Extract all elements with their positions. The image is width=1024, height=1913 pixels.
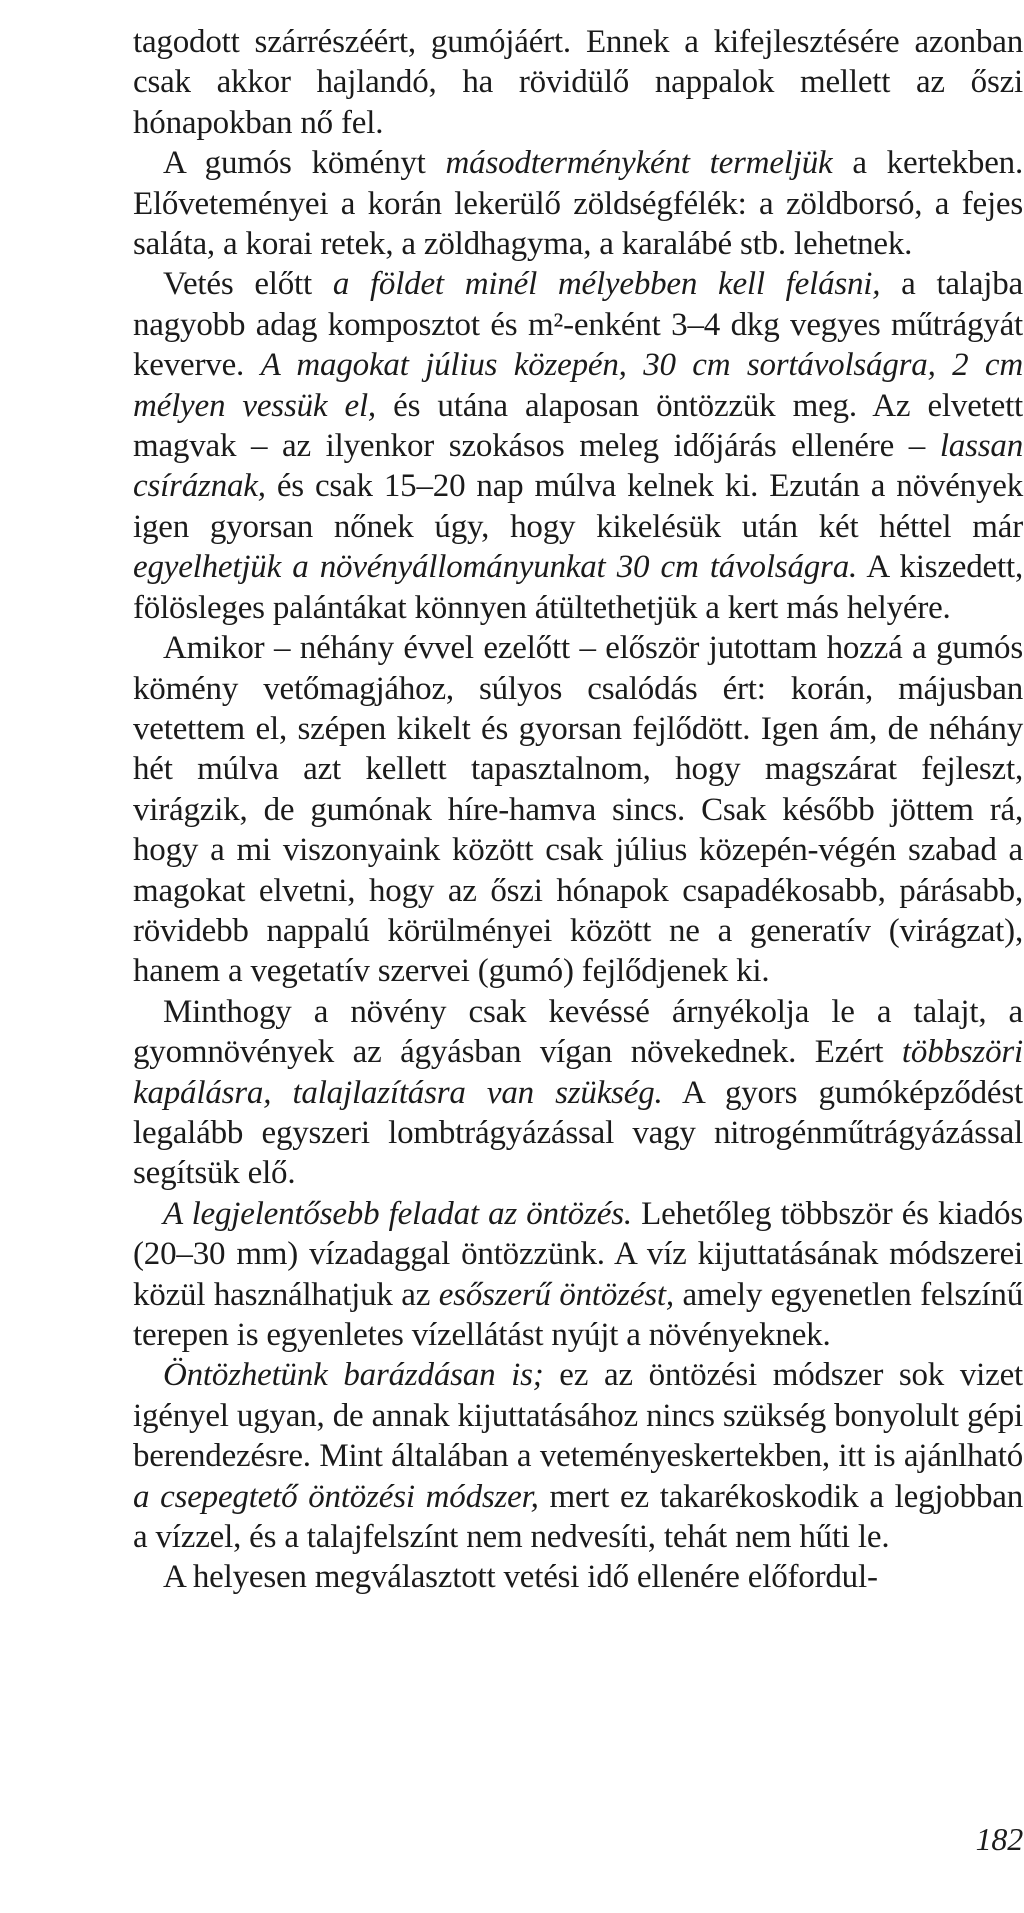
text-run: tagodott szárrészéért, gumójáért. Ennek a kifejlesztésére azonban csak akkor hajlandó, ha rövidülő nappalok mellett az őszi hónapokban nő fel. [133,24,1023,141]
text-run: Minthogy a növény csak kevéssé árnyékolja le a talajt, a gyomnövények az ágyásban vígan növekednek. Ezért [133,993,1023,1071]
paragraph [133,143,1023,264]
body-text [133,22,1023,1598]
text-run: mert ez takarékoskodik a legjobban a vízzel, és a talajfelszínt nem nedvesíti, tehát nem hűti le. [133,1478,1023,1556]
paragraph [133,264,1023,628]
text-run: Amikor – néhány évvel ezelőtt – először jutottam hozzá a gumós kömény vetőmagjához, súlyos csalódás ért: korán, májusban vetettem el, szépen kikelt és gyorsan fejlődött. Igen ám, de néhány hét múlva azt kellett tapasztalnom, hogy magszárat fejleszt, virágzik, de gumónak híre-hamva sincs. Csak később jöttem rá, hogy a mi viszonyaink között csak július közepén-végén szabad a magokat elvetni, hogy az őszi hónapok csapadékosabb, párásabb, rövidebb nappalú körülményei között ne a generatív (virágzat), hanem a vegetatív szervei (gumó) fejlődjenek ki. [133,630,1023,990]
text-run: és csak 15–20 nap múlva kelnek ki. Ezután a növények igen gyorsan nőnek úgy, hogy kikelésük után két héttel már [133,468,1023,545]
text-run: A kiszedett, fölösleges palántákat könnyen átültethetjük a kert más helyére. [133,549,1023,626]
text-run: amely egyenetlen felszínű terepen is egyenletes vízellátást nyújt a növényeknek. [133,1276,1023,1353]
book-page [133,22,1023,1902]
emphasized-text: A legjelentősebb feladat az öntözés. [163,1195,632,1232]
paragraph [133,628,1023,992]
paragraph [133,1194,1023,1356]
text-run: a kertekben. Előveteményei a korán lekerülő zöldségfélék: a zöldborsó, a fejes saláta, a korai retek, a zöldhagyma, a karalábé stb. lehetnek. [133,145,1023,263]
text-run: a talajba nagyobb adag komposztot és m²-enként 3–4 dkg vegyes műtrágyát keverve. [133,266,1023,384]
emphasized-text: másodterményként termeljük [445,145,833,182]
emphasized-text: lassan csíráznak, [133,428,1023,505]
text-run: A gumós köményt [163,145,446,182]
paragraph [133,992,1023,1194]
emphasized-text: Öntözhetünk barázdásan is; [163,1357,544,1394]
emphasized-text: többszöri kapálásra, talajlazításra van szükség. [133,1034,1023,1111]
page-number: 182 [975,1821,1023,1857]
emphasized-text: egyelhetjük a növényállományunkat 30 cm távolságra. [133,549,858,586]
emphasized-text: A magokat július közepén, 30 cm sortávolságra, 2 cm mélyen vessük el, [133,347,1023,424]
emphasized-text: a csepegtető öntözési módszer, [133,1478,539,1515]
paragraph [133,1355,1023,1557]
text-run: Lehetőleg többször és kiadós (20–30 mm) vízadaggal öntözzünk. A víz kijuttatásának módszerei közül használhatjuk az [133,1195,1023,1313]
text-run: ez az öntözési módszer sok vizet igényel ugyan, de annak kijuttatásához nincs szükség bonyolult gépi berendezésre. Mint általában a veteményeskertekben, itt is ajánlható [133,1357,1023,1475]
text-run: A helyesen megválasztott vetési idő ellenére előfordul- [163,1559,878,1596]
paragraph [133,22,1023,143]
text-run: és utána alaposan öntözzük meg. Az elvetett magvak – az ilyenkor szokásos meleg időjárás ellenére – [133,387,1024,465]
paragraph [133,1557,1023,1597]
emphasized-text: esőszerű öntözést, [438,1276,674,1313]
text-run: Vetés előtt [163,266,333,303]
emphasized-text: a földet minél mélyebben kell felásni, [332,266,881,303]
text-run: A gyors gumóképződést legalább egyszeri lombtrágyázással vagy nitrogénműtrágyázással segítsük elő. [133,1074,1023,1192]
